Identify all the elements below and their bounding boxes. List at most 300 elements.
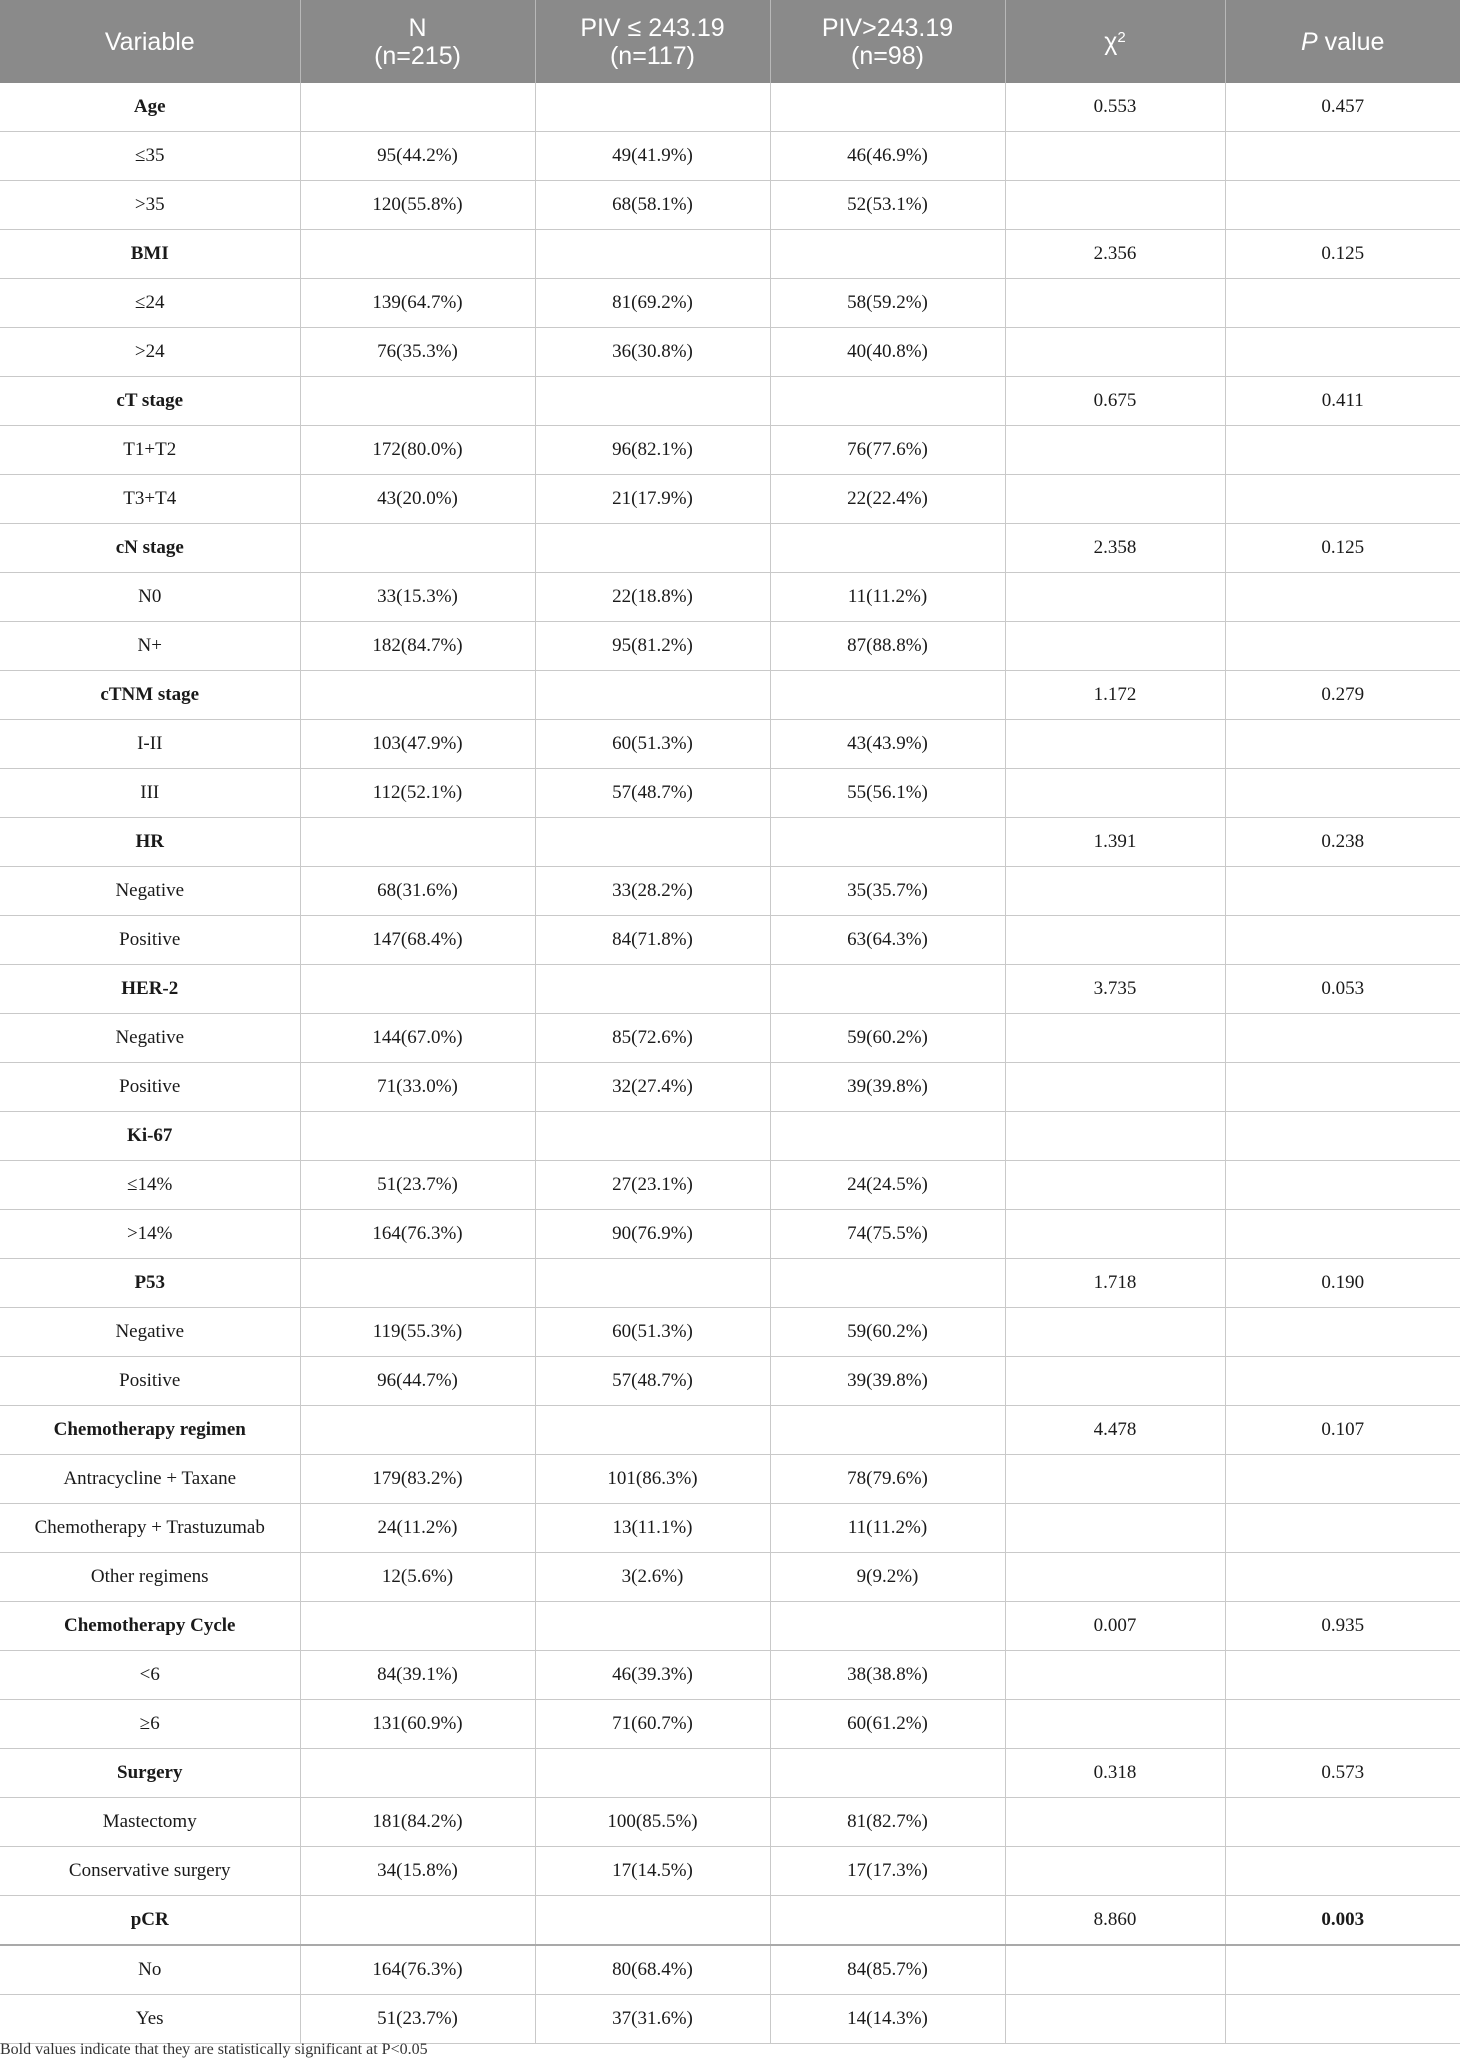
cell-variable: Chemotherapy Cycle bbox=[0, 1602, 300, 1651]
table-group-row bbox=[0, 1749, 1460, 1798]
cell-piv-low: 49(41.9%) bbox=[535, 132, 770, 181]
cell-variable: III bbox=[0, 769, 300, 818]
cell-piv-high: 81(82.7%) bbox=[770, 1798, 1005, 1847]
cell-p-value: 0.107 bbox=[1225, 1406, 1460, 1455]
table-header bbox=[0, 0, 1460, 83]
cell-chi-square bbox=[1005, 426, 1225, 475]
cell-variable: I-II bbox=[0, 720, 300, 769]
cell-variable: HR bbox=[0, 818, 300, 867]
cell-piv-low: 33(28.2%) bbox=[535, 867, 770, 916]
table-row bbox=[0, 1504, 1460, 1553]
cell-n bbox=[300, 1259, 535, 1308]
cell-piv-low: 81(69.2%) bbox=[535, 279, 770, 328]
cell-variable: >14% bbox=[0, 1210, 300, 1259]
table-group-row bbox=[0, 965, 1460, 1014]
cell-piv-high: 9(9.2%) bbox=[770, 1553, 1005, 1602]
cell-chi-square bbox=[1005, 1161, 1225, 1210]
table-body bbox=[0, 83, 1460, 2044]
table-row bbox=[0, 1651, 1460, 1700]
header-chi-square bbox=[1005, 0, 1225, 83]
cell-piv-low: 37(31.6%) bbox=[535, 1995, 770, 2044]
cell-n bbox=[300, 818, 535, 867]
cell-piv-low: 57(48.7%) bbox=[535, 769, 770, 818]
cell-piv-high bbox=[770, 1259, 1005, 1308]
cell-piv-high: 74(75.5%) bbox=[770, 1210, 1005, 1259]
cell-n: 131(60.9%) bbox=[300, 1700, 535, 1749]
cell-piv-low bbox=[535, 377, 770, 426]
cell-variable: ≤35 bbox=[0, 132, 300, 181]
cell-p-value bbox=[1225, 769, 1460, 818]
table-group-row bbox=[0, 818, 1460, 867]
cell-piv-low bbox=[535, 230, 770, 279]
cell-n: 144(67.0%) bbox=[300, 1014, 535, 1063]
cell-piv-low: 46(39.3%) bbox=[535, 1651, 770, 1700]
cell-chi-square bbox=[1005, 867, 1225, 916]
cell-piv-high: 76(77.6%) bbox=[770, 426, 1005, 475]
cell-variable: T1+T2 bbox=[0, 426, 300, 475]
cell-p-value: 0.457 bbox=[1225, 83, 1460, 132]
cell-chi-square: 2.356 bbox=[1005, 230, 1225, 279]
cell-p-value bbox=[1225, 720, 1460, 769]
cell-variable: cN stage bbox=[0, 524, 300, 573]
cell-n: 179(83.2%) bbox=[300, 1455, 535, 1504]
cell-chi-square: 1.172 bbox=[1005, 671, 1225, 720]
cell-chi-square: 8.860 bbox=[1005, 1896, 1225, 1946]
cell-p-value bbox=[1225, 475, 1460, 524]
cell-p-value: 0.125 bbox=[1225, 230, 1460, 279]
table-row bbox=[0, 769, 1460, 818]
cell-variable: HER-2 bbox=[0, 965, 300, 1014]
cell-chi-square bbox=[1005, 573, 1225, 622]
header-piv-high-label: PIV>243.19 bbox=[821, 13, 954, 42]
header-n-label: N bbox=[408, 13, 427, 42]
table-row bbox=[0, 720, 1460, 769]
cell-variable: <6 bbox=[0, 1651, 300, 1700]
cell-piv-low: 84(71.8%) bbox=[535, 916, 770, 965]
table-group-row bbox=[0, 377, 1460, 426]
cell-p-value bbox=[1225, 1945, 1460, 1995]
header-variable bbox=[0, 0, 300, 83]
cell-piv-low: 32(27.4%) bbox=[535, 1063, 770, 1112]
cell-piv-high: 78(79.6%) bbox=[770, 1455, 1005, 1504]
cell-piv-high bbox=[770, 1602, 1005, 1651]
table-footnote: Bold values indicate that they are statistically significant at P<0.05 bbox=[0, 2041, 428, 2058]
cell-piv-high: 22(22.4%) bbox=[770, 475, 1005, 524]
cell-n: 34(15.8%) bbox=[300, 1847, 535, 1896]
cell-n: 71(33.0%) bbox=[300, 1063, 535, 1112]
cell-n: 120(55.8%) bbox=[300, 181, 535, 230]
cell-variable: >35 bbox=[0, 181, 300, 230]
cell-variable: Antracycline + Taxane bbox=[0, 1455, 300, 1504]
header-piv-low-sub: (n=117) bbox=[609, 41, 695, 70]
table-group-row bbox=[0, 83, 1460, 132]
cell-p-value bbox=[1225, 1357, 1460, 1406]
header-piv-low-label: PIV ≤ 243.19 bbox=[580, 13, 725, 42]
cell-piv-high bbox=[770, 524, 1005, 573]
cell-chi-square bbox=[1005, 475, 1225, 524]
cell-n: 95(44.2%) bbox=[300, 132, 535, 181]
cell-piv-high: 14(14.3%) bbox=[770, 1995, 1005, 2044]
cell-piv-low bbox=[535, 818, 770, 867]
cell-piv-low bbox=[535, 671, 770, 720]
table-row bbox=[0, 573, 1460, 622]
cell-piv-high bbox=[770, 377, 1005, 426]
table-group-row bbox=[0, 524, 1460, 573]
cell-n bbox=[300, 1896, 535, 1946]
cell-variable: BMI bbox=[0, 230, 300, 279]
cell-n bbox=[300, 1602, 535, 1651]
header-chi-sup: 2 bbox=[1117, 28, 1126, 46]
cell-n bbox=[300, 671, 535, 720]
cell-piv-low: 21(17.9%) bbox=[535, 475, 770, 524]
cell-n bbox=[300, 1749, 535, 1798]
cell-piv-high: 58(59.2%) bbox=[770, 279, 1005, 328]
cell-n: 51(23.7%) bbox=[300, 1161, 535, 1210]
table-row bbox=[0, 1308, 1460, 1357]
cell-n bbox=[300, 83, 535, 132]
cell-piv-high: 60(61.2%) bbox=[770, 1700, 1005, 1749]
header-chi-label: χ bbox=[1104, 27, 1118, 56]
cell-variable: Positive bbox=[0, 1063, 300, 1112]
header-p-rest: value bbox=[1317, 27, 1385, 56]
cell-chi-square bbox=[1005, 769, 1225, 818]
header-row bbox=[0, 0, 1460, 83]
cell-p-value bbox=[1225, 1308, 1460, 1357]
cell-piv-high bbox=[770, 1112, 1005, 1161]
table-row bbox=[0, 1161, 1460, 1210]
cell-p-value bbox=[1225, 1161, 1460, 1210]
cell-piv-low: 95(81.2%) bbox=[535, 622, 770, 671]
cell-variable: N0 bbox=[0, 573, 300, 622]
cell-piv-high: 43(43.9%) bbox=[770, 720, 1005, 769]
cell-piv-low bbox=[535, 1749, 770, 1798]
cell-n bbox=[300, 1112, 535, 1161]
cell-piv-high: 46(46.9%) bbox=[770, 132, 1005, 181]
cell-variable: Ki-67 bbox=[0, 1112, 300, 1161]
cell-p-value bbox=[1225, 1112, 1460, 1161]
cell-piv-low bbox=[535, 1896, 770, 1946]
table-row bbox=[0, 1063, 1460, 1112]
cell-p-value bbox=[1225, 1553, 1460, 1602]
cell-n: 33(15.3%) bbox=[300, 573, 535, 622]
cell-variable: P53 bbox=[0, 1259, 300, 1308]
table-row bbox=[0, 1014, 1460, 1063]
cell-p-value bbox=[1225, 916, 1460, 965]
cell-piv-high: 24(24.5%) bbox=[770, 1161, 1005, 1210]
cell-chi-square: 1.391 bbox=[1005, 818, 1225, 867]
table-row bbox=[0, 1847, 1460, 1896]
cell-variable: N+ bbox=[0, 622, 300, 671]
cell-chi-square bbox=[1005, 1357, 1225, 1406]
cell-chi-square bbox=[1005, 1112, 1225, 1161]
cell-p-value bbox=[1225, 1798, 1460, 1847]
header-p-italic: P bbox=[1301, 27, 1318, 56]
table-row bbox=[0, 622, 1460, 671]
cell-piv-high: 38(38.8%) bbox=[770, 1651, 1005, 1700]
cell-p-value bbox=[1225, 426, 1460, 475]
cell-n: 96(44.7%) bbox=[300, 1357, 535, 1406]
cell-p-value bbox=[1225, 1455, 1460, 1504]
cell-piv-low: 22(18.8%) bbox=[535, 573, 770, 622]
cell-chi-square bbox=[1005, 720, 1225, 769]
cell-n: 147(68.4%) bbox=[300, 916, 535, 965]
cell-variable: Negative bbox=[0, 1308, 300, 1357]
cell-p-value: 0.238 bbox=[1225, 818, 1460, 867]
cell-n: 68(31.6%) bbox=[300, 867, 535, 916]
cell-n: 51(23.7%) bbox=[300, 1995, 535, 2044]
cell-chi-square bbox=[1005, 1995, 1225, 2044]
header-piv-low bbox=[535, 0, 770, 83]
cell-piv-low: 17(14.5%) bbox=[535, 1847, 770, 1896]
cell-n: 112(52.1%) bbox=[300, 769, 535, 818]
cell-variable: T3+T4 bbox=[0, 475, 300, 524]
table-row bbox=[0, 916, 1460, 965]
cell-piv-high: 59(60.2%) bbox=[770, 1014, 1005, 1063]
cell-piv-low: 27(23.1%) bbox=[535, 1161, 770, 1210]
table-group-row bbox=[0, 230, 1460, 279]
cell-n: 103(47.9%) bbox=[300, 720, 535, 769]
cell-variable: cTNM stage bbox=[0, 671, 300, 720]
cell-piv-high bbox=[770, 230, 1005, 279]
cell-p-value bbox=[1225, 622, 1460, 671]
table-row bbox=[0, 1210, 1460, 1259]
cell-p-value bbox=[1225, 279, 1460, 328]
cell-piv-high: 63(64.3%) bbox=[770, 916, 1005, 965]
header-variable-label: Variable bbox=[104, 27, 195, 56]
cell-piv-high: 84(85.7%) bbox=[770, 1945, 1005, 1995]
cell-chi-square bbox=[1005, 1455, 1225, 1504]
cell-variable: >24 bbox=[0, 328, 300, 377]
table-group-row bbox=[0, 1602, 1460, 1651]
cell-piv-low bbox=[535, 965, 770, 1014]
cell-piv-low bbox=[535, 1112, 770, 1161]
table-row bbox=[0, 132, 1460, 181]
table-row bbox=[0, 1700, 1460, 1749]
cell-piv-high: 39(39.8%) bbox=[770, 1357, 1005, 1406]
cell-n: 139(64.7%) bbox=[300, 279, 535, 328]
cell-p-value: 0.935 bbox=[1225, 1602, 1460, 1651]
cell-variable: Positive bbox=[0, 1357, 300, 1406]
table-group-row bbox=[0, 1259, 1460, 1308]
cell-p-value bbox=[1225, 1700, 1460, 1749]
cell-piv-low: 85(72.6%) bbox=[535, 1014, 770, 1063]
cell-piv-high bbox=[770, 1896, 1005, 1946]
cell-piv-low bbox=[535, 1406, 770, 1455]
cell-chi-square: 4.478 bbox=[1005, 1406, 1225, 1455]
cell-piv-high bbox=[770, 818, 1005, 867]
cell-chi-square bbox=[1005, 328, 1225, 377]
cell-p-value bbox=[1225, 1995, 1460, 2044]
cell-n: 24(11.2%) bbox=[300, 1504, 535, 1553]
cell-p-value bbox=[1225, 1210, 1460, 1259]
cell-p-value bbox=[1225, 181, 1460, 230]
cell-p-value bbox=[1225, 1651, 1460, 1700]
cell-chi-square bbox=[1005, 1798, 1225, 1847]
cell-chi-square bbox=[1005, 1651, 1225, 1700]
cell-n: 84(39.1%) bbox=[300, 1651, 535, 1700]
table-row bbox=[0, 426, 1460, 475]
cell-n: 182(84.7%) bbox=[300, 622, 535, 671]
cell-variable: Mastectomy bbox=[0, 1798, 300, 1847]
cell-piv-low: 101(86.3%) bbox=[535, 1455, 770, 1504]
cell-piv-low: 96(82.1%) bbox=[535, 426, 770, 475]
cell-p-value: 0.190 bbox=[1225, 1259, 1460, 1308]
cell-piv-high: 17(17.3%) bbox=[770, 1847, 1005, 1896]
cell-p-value bbox=[1225, 328, 1460, 377]
cell-variable: Yes bbox=[0, 1995, 300, 2044]
table-row bbox=[0, 181, 1460, 230]
cell-piv-low: 60(51.3%) bbox=[535, 1308, 770, 1357]
cell-chi-square: 0.553 bbox=[1005, 83, 1225, 132]
cell-chi-square: 0.675 bbox=[1005, 377, 1225, 426]
cell-variable: Positive bbox=[0, 916, 300, 965]
cell-p-value bbox=[1225, 132, 1460, 181]
cell-n: 164(76.3%) bbox=[300, 1945, 535, 1995]
cell-p-value bbox=[1225, 1014, 1460, 1063]
cell-piv-high bbox=[770, 965, 1005, 1014]
cell-variable: Other regimens bbox=[0, 1553, 300, 1602]
cell-chi-square bbox=[1005, 181, 1225, 230]
cell-chi-square bbox=[1005, 1308, 1225, 1357]
cell-chi-square bbox=[1005, 1945, 1225, 1995]
cell-chi-square: 2.358 bbox=[1005, 524, 1225, 573]
cell-piv-high: 52(53.1%) bbox=[770, 181, 1005, 230]
cell-chi-square bbox=[1005, 1063, 1225, 1112]
cell-piv-low: 68(58.1%) bbox=[535, 181, 770, 230]
cell-variable: Chemotherapy regimen bbox=[0, 1406, 300, 1455]
cell-p-value: 0.573 bbox=[1225, 1749, 1460, 1798]
cell-variable: Surgery bbox=[0, 1749, 300, 1798]
cell-piv-high: 35(35.7%) bbox=[770, 867, 1005, 916]
cell-piv-high: 55(56.1%) bbox=[770, 769, 1005, 818]
cell-piv-high: 59(60.2%) bbox=[770, 1308, 1005, 1357]
cell-n: 76(35.3%) bbox=[300, 328, 535, 377]
cell-piv-low: 36(30.8%) bbox=[535, 328, 770, 377]
cell-piv-high: 87(88.8%) bbox=[770, 622, 1005, 671]
cell-chi-square bbox=[1005, 132, 1225, 181]
cell-p-value: 0.053 bbox=[1225, 965, 1460, 1014]
cell-piv-high: 40(40.8%) bbox=[770, 328, 1005, 377]
cell-n: 43(20.0%) bbox=[300, 475, 535, 524]
cell-p-value bbox=[1225, 867, 1460, 916]
cell-variable: Chemotherapy + Trastuzumab bbox=[0, 1504, 300, 1553]
cell-piv-high: 11(11.2%) bbox=[770, 573, 1005, 622]
cell-piv-low: 57(48.7%) bbox=[535, 1357, 770, 1406]
cell-n bbox=[300, 1406, 535, 1455]
cell-piv-low: 3(2.6%) bbox=[535, 1553, 770, 1602]
table-row bbox=[0, 867, 1460, 916]
cell-variable: Age bbox=[0, 83, 300, 132]
cell-piv-low: 80(68.4%) bbox=[535, 1945, 770, 1995]
table-row bbox=[0, 1455, 1460, 1504]
header-piv-high-sub: (n=98) bbox=[851, 41, 924, 70]
cell-chi-square bbox=[1005, 622, 1225, 671]
table-row bbox=[0, 475, 1460, 524]
cell-variable: No bbox=[0, 1945, 300, 1995]
cell-variable: ≤24 bbox=[0, 279, 300, 328]
cell-p-value bbox=[1225, 1504, 1460, 1553]
cell-piv-high bbox=[770, 671, 1005, 720]
cell-variable: Negative bbox=[0, 1014, 300, 1063]
header-n bbox=[300, 0, 535, 83]
cell-piv-high bbox=[770, 1749, 1005, 1798]
cell-p-value bbox=[1225, 1847, 1460, 1896]
cell-piv-high bbox=[770, 83, 1005, 132]
cell-variable: Conservative surgery bbox=[0, 1847, 300, 1896]
cell-n bbox=[300, 230, 535, 279]
cell-piv-low: 71(60.7%) bbox=[535, 1700, 770, 1749]
cell-chi-square: 0.007 bbox=[1005, 1602, 1225, 1651]
cell-chi-square bbox=[1005, 1210, 1225, 1259]
cell-piv-low bbox=[535, 1602, 770, 1651]
cell-n bbox=[300, 965, 535, 1014]
table-row bbox=[0, 1357, 1460, 1406]
table-row bbox=[0, 279, 1460, 328]
cell-p-value bbox=[1225, 573, 1460, 622]
table-row bbox=[0, 1995, 1460, 2044]
cell-n: 164(76.3%) bbox=[300, 1210, 535, 1259]
header-n-sub: (n=215) bbox=[374, 41, 461, 70]
cell-variable: pCR bbox=[0, 1896, 300, 1946]
cell-piv-low: 90(76.9%) bbox=[535, 1210, 770, 1259]
header-piv-high bbox=[770, 0, 1005, 83]
cell-piv-high: 39(39.8%) bbox=[770, 1063, 1005, 1112]
cell-chi-square: 0.318 bbox=[1005, 1749, 1225, 1798]
table-row bbox=[0, 1945, 1460, 1995]
cell-p-value: 0.411 bbox=[1225, 377, 1460, 426]
cell-chi-square bbox=[1005, 1014, 1225, 1063]
table-row bbox=[0, 1798, 1460, 1847]
header-p-value bbox=[1225, 0, 1460, 83]
cell-chi-square: 1.718 bbox=[1005, 1259, 1225, 1308]
cell-p-value: 0.125 bbox=[1225, 524, 1460, 573]
table-group-row bbox=[0, 1896, 1460, 1946]
cell-chi-square bbox=[1005, 1504, 1225, 1553]
cell-chi-square bbox=[1005, 1847, 1225, 1896]
table-row bbox=[0, 1553, 1460, 1602]
cell-variable: cT stage bbox=[0, 377, 300, 426]
table-group-row bbox=[0, 671, 1460, 720]
cell-n: 119(55.3%) bbox=[300, 1308, 535, 1357]
cell-chi-square: 3.735 bbox=[1005, 965, 1225, 1014]
cell-chi-square bbox=[1005, 916, 1225, 965]
cell-chi-square bbox=[1005, 1700, 1225, 1749]
cell-piv-high: 11(11.2%) bbox=[770, 1504, 1005, 1553]
cell-piv-low: 60(51.3%) bbox=[535, 720, 770, 769]
cell-n bbox=[300, 524, 535, 573]
cell-piv-low: 13(11.1%) bbox=[535, 1504, 770, 1553]
cell-p-value: 0.003 bbox=[1225, 1896, 1460, 1946]
cell-n: 172(80.0%) bbox=[300, 426, 535, 475]
cell-variable: Negative bbox=[0, 867, 300, 916]
cell-piv-high bbox=[770, 1406, 1005, 1455]
cell-variable: ≤14% bbox=[0, 1161, 300, 1210]
table-row bbox=[0, 328, 1460, 377]
cell-piv-low: 100(85.5%) bbox=[535, 1798, 770, 1847]
table-group-row bbox=[0, 1406, 1460, 1455]
cell-piv-low bbox=[535, 524, 770, 573]
cell-chi-square bbox=[1005, 1553, 1225, 1602]
cell-piv-low bbox=[535, 1259, 770, 1308]
table-group-row bbox=[0, 1112, 1460, 1161]
cell-p-value bbox=[1225, 1063, 1460, 1112]
cell-n: 181(84.2%) bbox=[300, 1798, 535, 1847]
cell-n bbox=[300, 377, 535, 426]
cell-p-value: 0.279 bbox=[1225, 671, 1460, 720]
cell-n: 12(5.6%) bbox=[300, 1553, 535, 1602]
cell-chi-square bbox=[1005, 279, 1225, 328]
cell-piv-low bbox=[535, 83, 770, 132]
